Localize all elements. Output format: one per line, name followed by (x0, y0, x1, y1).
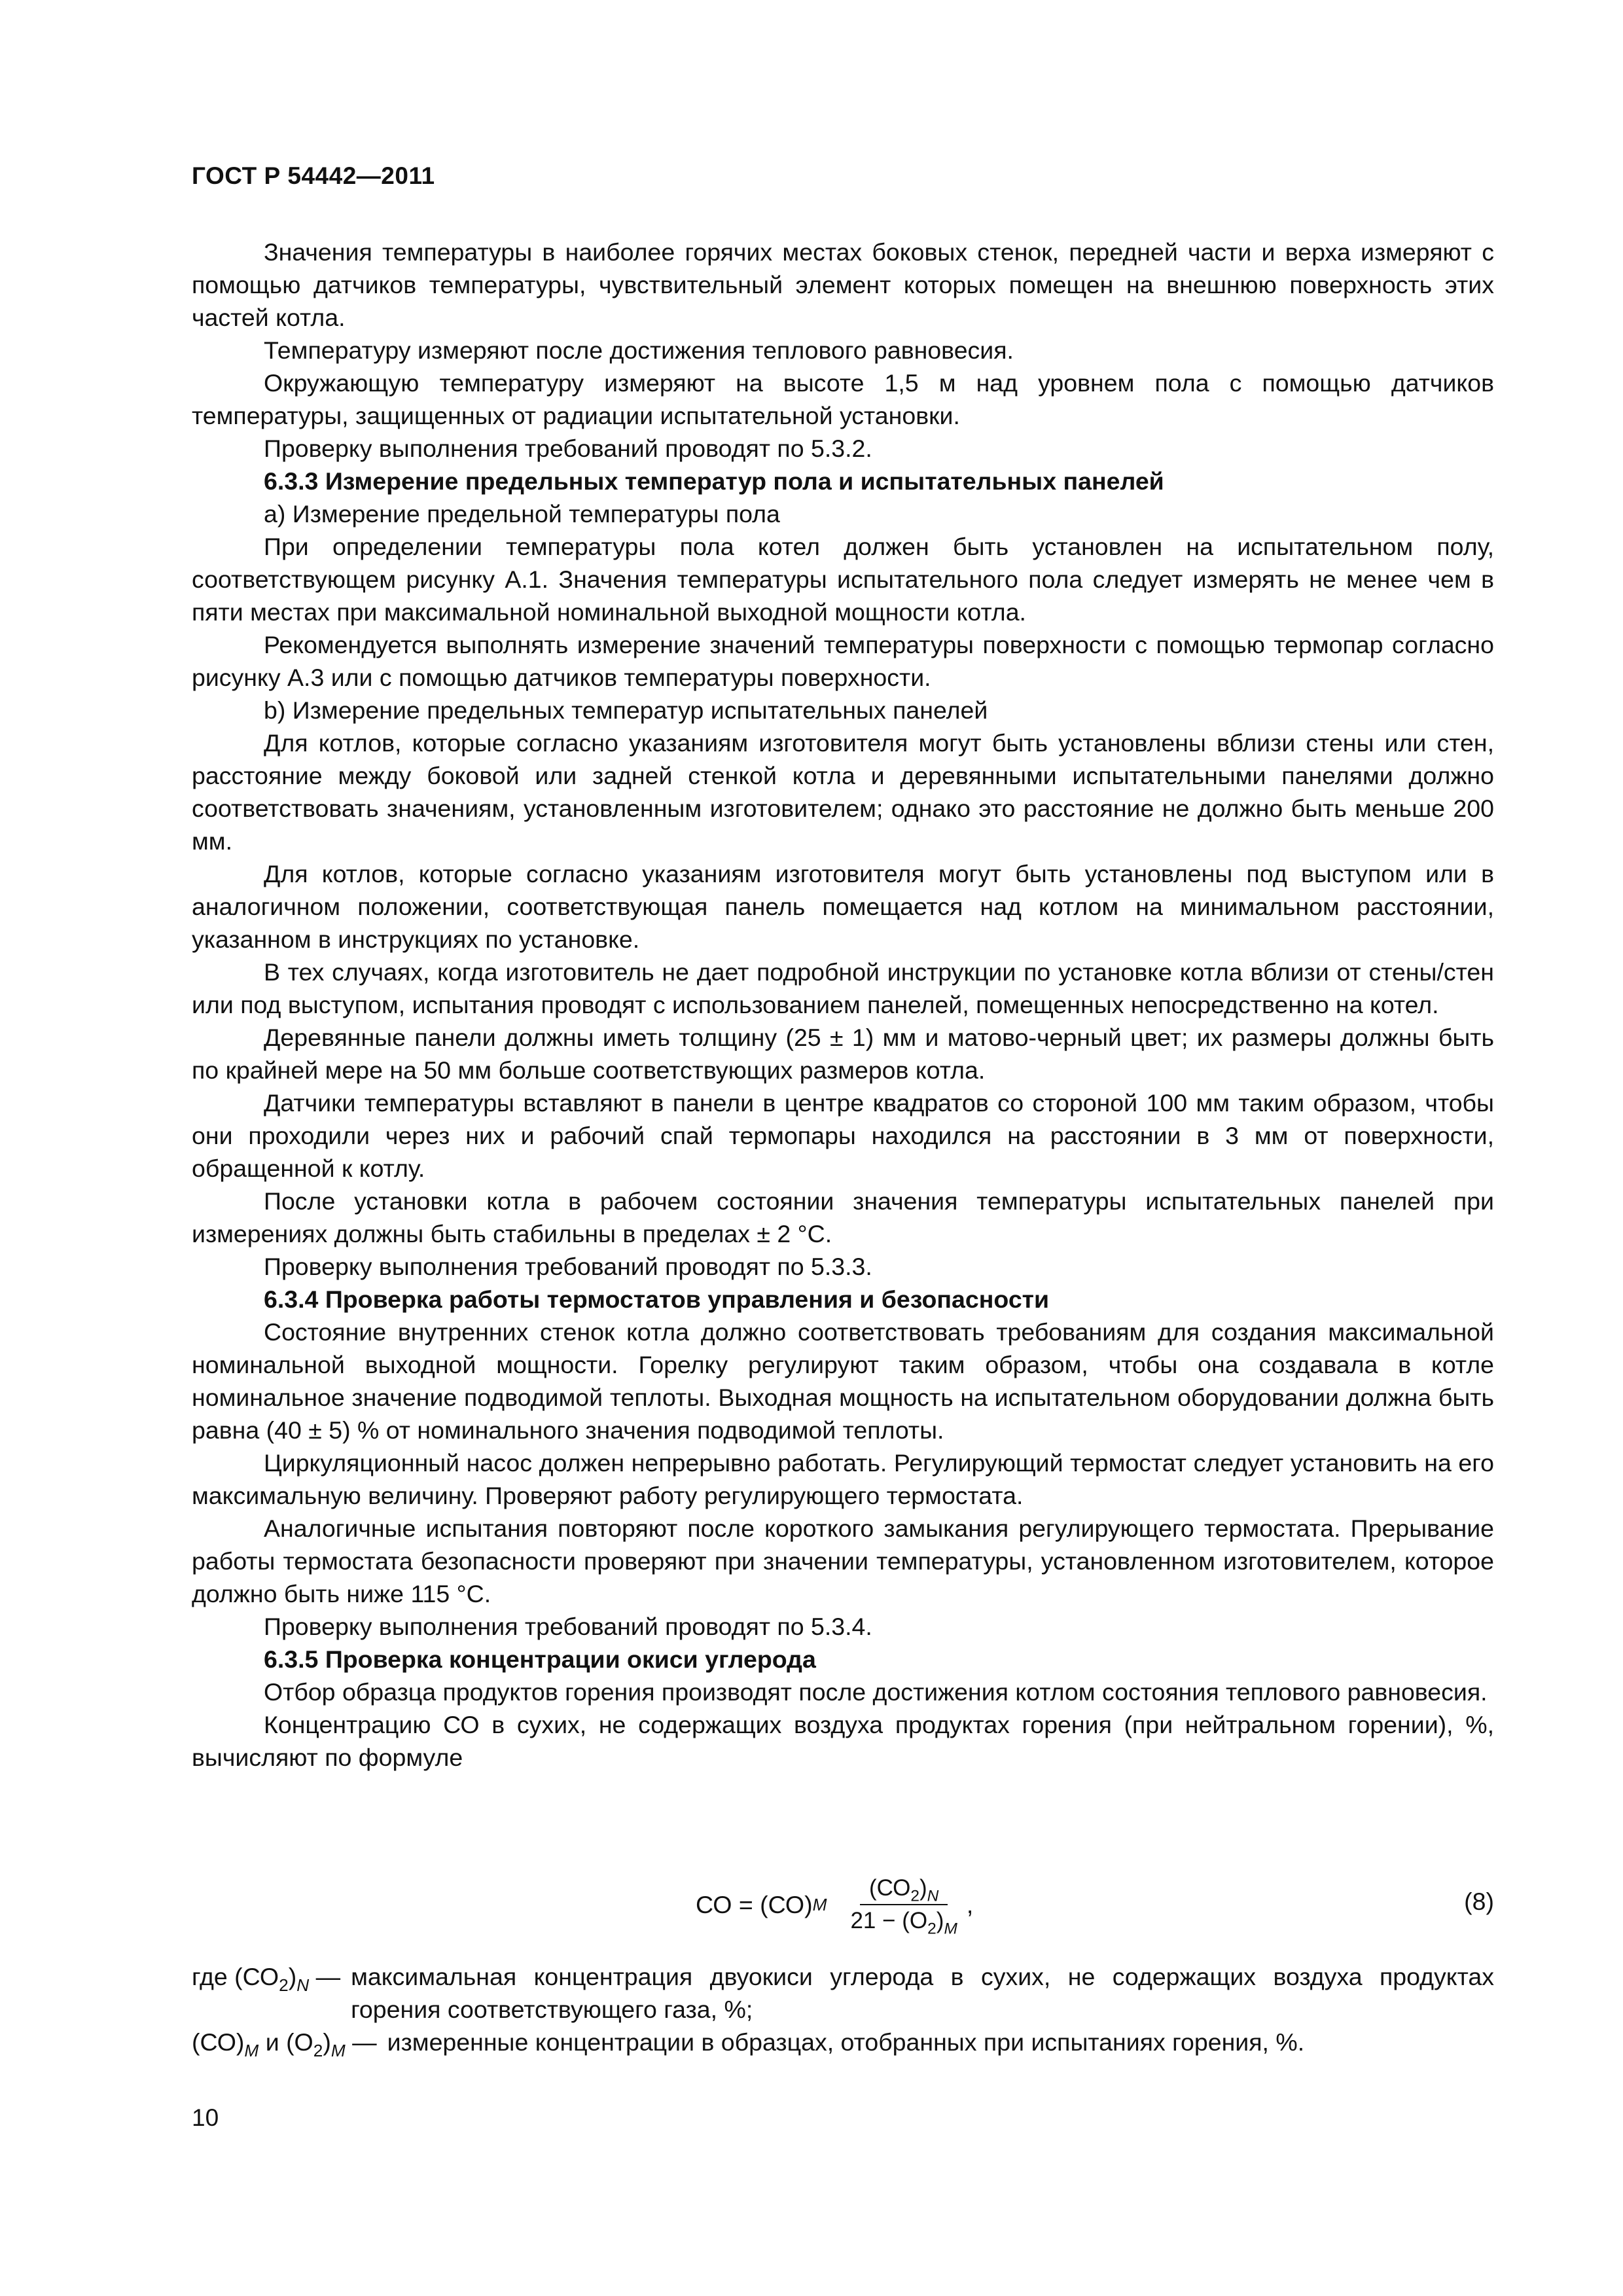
formula-text: ) (936, 1908, 944, 1933)
term-sub-text: M (244, 2041, 259, 2061)
section-heading-6-3-3: 6.3.3 Измерение предельных температур пола и испытательных панелей (264, 467, 1164, 495)
formula-8 (192, 1856, 1494, 1954)
formula-sub: 2 (927, 1920, 936, 1938)
formula-trail: , (966, 1890, 974, 1918)
formula-sub: 2 (910, 1887, 919, 1905)
formula-sub (944, 1920, 957, 1938)
paragraph: Рекомендуется выполнять измерение значений температуры поверхности с помощью термопар согласно рисунку А.3 или с помощью датчиков температуры поверхности. (192, 631, 1494, 691)
paragraph (192, 530, 1494, 628)
term-text: ) (323, 2028, 331, 2056)
paragraph: В тех случаях, когда изготовитель не дает подробной инструкции по установке котла вблизи от стены/стен или под выступом, испытания проводят с использованием панелей, помещенных непосредственно на котел. (192, 958, 1494, 1018)
section-heading-6-3-4: 6.3.4 Проверка работы термостатов управления и безопасности (264, 1285, 1050, 1313)
formula-expression (696, 1856, 973, 1954)
formula-text: (СО (868, 1875, 911, 1901)
paragraph: Циркуляционный насос должен непрерывно работать. Регулирующий термостат следует установить на его максимальную величину. Проверяют работу регулирующего термостата. (192, 1449, 1494, 1509)
paragraph: Проверку выполнения требований проводят по 5.3.4. (264, 1613, 872, 1640)
term-sub: 2 (313, 2041, 323, 2061)
definition-row (192, 2026, 1494, 2061)
term-sub-text: N (296, 1975, 310, 1996)
term-text: (СО) (192, 2028, 245, 2056)
formula-lhs: СО = (СО) (696, 1890, 813, 1918)
paragraph: Окружающую температуру измеряют на высоте 1,5 м над уровнем пола с помощью датчиков температуры, защищенных от радиации испытательной установки. (192, 369, 1494, 429)
formula-denominator (841, 1905, 966, 1938)
definitions-list (192, 1960, 1494, 2061)
term-sub: 2 (279, 1975, 289, 1996)
paragraph: Для котлов, которые согласно указаниям изготовителя могут быть установлены под выступом или в аналогичном положении, соответствующая панель помещается над котлом на минимальном расстоянии, указанном в инструкциях по установке. (192, 860, 1494, 953)
formula-sub (927, 1888, 939, 1905)
term-sub (331, 2041, 346, 2060)
page-number: 10 (192, 2104, 219, 2131)
paragraph: Отбор образца продуктов горения производят после достижения котлом состояния теплового равновесия. (264, 1678, 1488, 1706)
term-text: и (О (259, 2028, 313, 2056)
paragraph: Температуру измеряют после достижения теплового равновесия. (264, 336, 1014, 364)
definition-term (192, 1960, 340, 2026)
document-header: ГОСТ Р 54442—2011 (192, 162, 435, 189)
text-run: При определении температуры пола котел должен быть установлен на испытательном полу, соответствующем рисунку А.1. Значения температуры испытательного пола следует измерять не менее чем в пяти местах при максимальной номинальной выходной мощности котла. (192, 533, 1494, 626)
term-text: ) (288, 1963, 297, 1990)
paragraph: Проверку выполнения требований проводят по 5.3.2. (264, 435, 872, 462)
formula-sub-text: N (927, 1887, 939, 1905)
term-sub-text: M (330, 2041, 346, 2061)
paragraph: Датчики температуры вставляют в панели в центре квадратов со стороной 100 мм таким образом, чтобы они проходили через них и рабочий спай термопары находился на расстоянии в 3 мм от поверхности, обращенной к котлу. (192, 1089, 1494, 1182)
paragraph: Для котлов, которые согласно указаниям изготовителя могут быть установлены вблизи стены или стен, расстояние между боковой или задней стенкой котла и деревянными испытательными панелями должно соответствовать значениям, установленным изготовителем; однако это расстояние не должно быть меньше 200 мм. (192, 729, 1494, 855)
paragraph: Значения температуры в наиболее горячих местах боковых стенок, передней части и верха измеряют с помощью датчиков температуры, чувствительный элемент которых помещен на внешнюю поверхность этих частей котла. (192, 238, 1494, 331)
term-sub (244, 2041, 259, 2060)
list-item-b: b) Измерение предельных температур испытательных панелей (264, 696, 988, 724)
term-text: — (345, 2028, 377, 2056)
term-text: — (309, 1963, 341, 1990)
list-item-a: a) Измерение предельной температуры пола (264, 500, 780, 528)
paragraph: Состояние внутренних стенок котла должно соответствовать требованиям для создания максимальной номинальной выходной мощности. Горелку регулируют таким образом, чтобы она создавала в котле номинальное значение подводимой теплоты. Выходная мощность на испытательном оборудовании должна быть равна (40 ± 5) % от номинального значения подводимой теплоты. (192, 1318, 1494, 1444)
term-text: где (СО (192, 1963, 279, 1990)
formula-sub-text: M (812, 1895, 827, 1914)
paragraph: После установки котла в рабочем состоянии значения температуры испытательных панелей при измерениях должны быть стабильны в пределах ± 2 °С. (192, 1187, 1494, 1247)
formula-fraction (841, 1875, 966, 1938)
formula-sub-text: M (944, 1920, 957, 1938)
formula-number: (8) (1464, 1888, 1494, 1915)
definition-term (192, 2026, 377, 2061)
formula-text: 21 − (О (850, 1908, 928, 1933)
paragraph: Концентрацию СО в сухих, не содержащих воздуха продуктах горения (при нейтральном горении), %, вычисляют по формуле (192, 1711, 1494, 1771)
formula-text: ) (919, 1875, 927, 1901)
definition-description: максимальная концентрация двуокиси углерода в сухих, не содержащих воздуха продуктах горения соответствующего газа, %; (351, 1963, 1494, 2023)
section-heading-6-3-5: 6.3.5 Проверка концентрации окиси углерода (264, 1645, 816, 1673)
paragraph: Аналогичные испытания повторяют после короткого замыкания регулирующего термостата. Прерывание работы термостата безопасности проверяют при значении температуры, установленном изготовителем, которое должно быть ниже 115 °С. (192, 1515, 1494, 1607)
paragraph: Деревянные панели должны иметь толщину (25 ± 1) мм и матово-черный цвет; их размеры должны быть по крайней мере на 50 мм больше соответствующих размеров котла. (192, 1024, 1494, 1084)
paragraph: Проверку выполнения требований проводят по 5.3.3. (264, 1253, 872, 1280)
body-text (192, 236, 1494, 1774)
definition-description: измеренные концентрации в образцах, отобранных при испытаниях горения, %. (387, 2028, 1305, 2056)
definition-row (192, 1960, 1494, 2026)
term-sub (296, 1975, 309, 1995)
formula-numerator (860, 1875, 948, 1905)
